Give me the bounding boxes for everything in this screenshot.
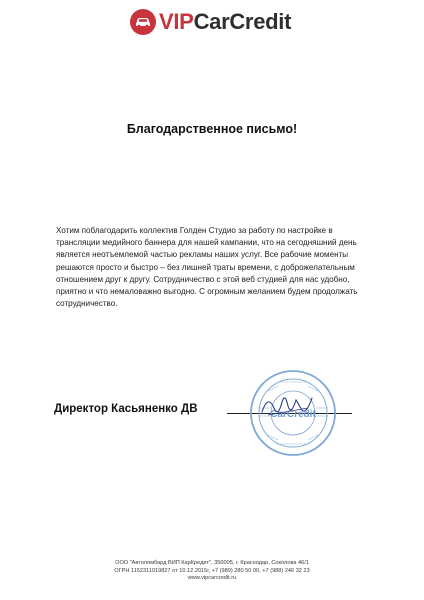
handwritten-signature bbox=[258, 388, 316, 422]
letter-title: Благодарственное письмо! bbox=[126, 122, 298, 136]
footer bbox=[0, 560, 424, 583]
footer-registration: ОГРН 1152311019827 от 10.12.2015г, +7 (989) 280 50 00, +7 (988) 246 32 23 bbox=[114, 567, 310, 574]
logo-wordmark bbox=[159, 11, 291, 33]
letter-body: Хотим поблагодарить коллектив Голден Студио за работу по настройке в трансляции медийного баннера для нашей кампании, что на сегодняшний день является неотъемлемой частью рекламы наших услуг. Все рабочие моменты решаются просто и быстро – без лишней траты времени, с доброжелательным отношением друг к другу. Сотрудничество с этой веб студией для нас удобно, приятно и что немаловажно выгодно. С огромным желанием будем продолжать сотрудничество. bbox=[56, 226, 358, 309]
car-icon bbox=[130, 9, 156, 35]
logo-text-accent: VIP bbox=[159, 9, 194, 34]
footer-website: www.vipcarcredit.ru bbox=[187, 575, 237, 582]
director-name: Директор Касьяненко ДВ bbox=[54, 403, 198, 415]
stamp-center-text: CarCredit bbox=[270, 409, 316, 420]
footer-address: ООО "Автоломбард ВИП КарКредит", 350005, г. Краснодар, Соколова 46/1 bbox=[115, 560, 309, 566]
company-logo bbox=[130, 8, 300, 36]
logo-text-rest: CarCredit bbox=[193, 9, 292, 34]
